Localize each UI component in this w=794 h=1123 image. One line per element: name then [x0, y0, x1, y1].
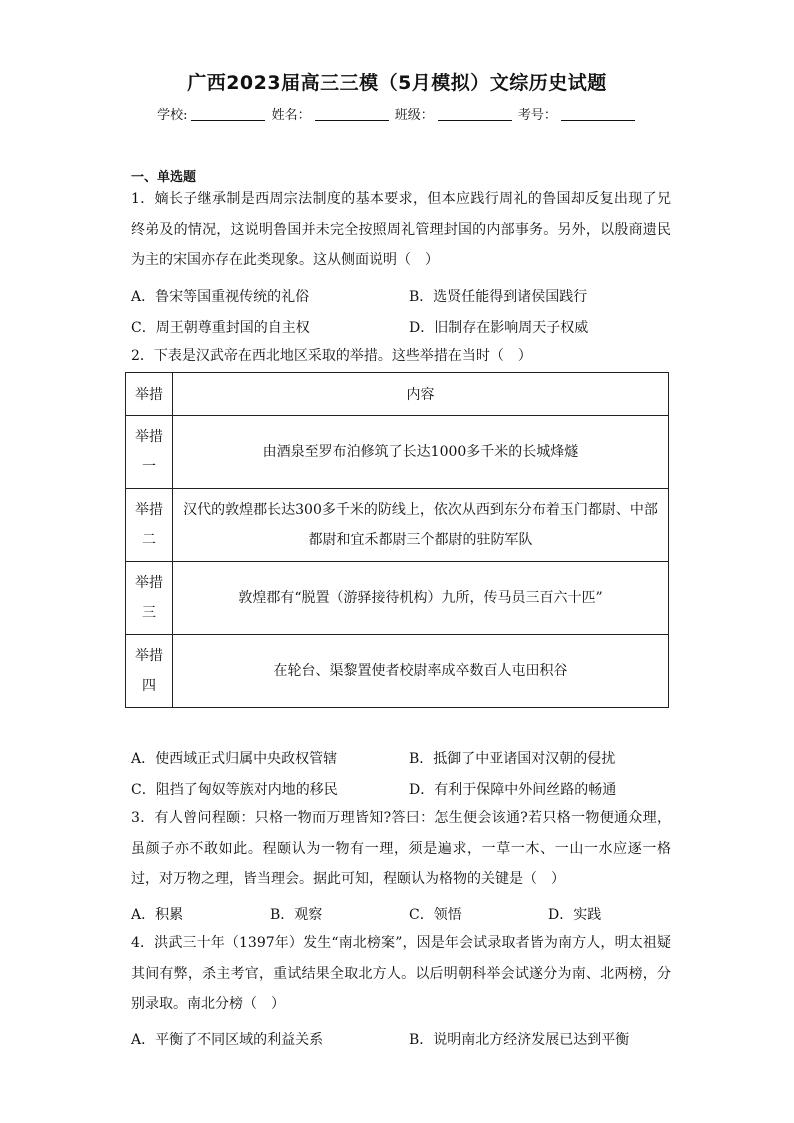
question-3-stem: 3．有人曾问程颐：只格一物而万理皆知?答曰：怎生便会该通?若只格一物便通众理，虽颜子亦不敢如此。程颐认为一物有一理，须是遍求，一草一木、一山一水应逐一格过，对万物之理，皆当理会。据此可知，程颐认为格物的关键是（ ）: [131, 810, 671, 887]
question-1-stem: 1．嫡长子继承制是西周宗法制度的基本要求，但本应践行周礼的鲁国却反复出现了兄终弟及的情况，这说明鲁国并未完全按照周礼管理封国的内部事务。另外，以殷商遗民为主的宋国亦存在此类现象。这从侧面说明（ ）: [131, 191, 671, 268]
table-row: [126, 635, 669, 708]
q2-option-d[interactable]: D．有利于保障中外间丝路的畅通: [409, 782, 617, 798]
question-4-stem: 4．洪武三十年（1397年）发生“南北榜案”，因是年会试录取者皆为南方人，明太祖疑其间有弊，杀主考官，重试结果全取北方人。以后明朝科举会试遂分为南、北两榜，分别录取。南北分榜（ ）: [131, 935, 671, 1012]
name-blank[interactable]: [315, 107, 389, 121]
q2-option-b[interactable]: B．抵御了中亚诸国对汉朝的侵扰: [409, 751, 616, 767]
school-label: 学校:: [157, 108, 188, 123]
table-header-measure: 举措: [126, 373, 173, 416]
q3-option-c[interactable]: C．领悟: [409, 907, 462, 923]
q1-option-d[interactable]: D．旧制存在影响周天子权威: [409, 320, 589, 336]
number-label: 考号：: [517, 108, 557, 123]
section-heading: 一、单选题: [131, 170, 197, 185]
row-label-top: 举措: [135, 575, 163, 591]
row-label-top: 举措: [135, 502, 163, 518]
row-label: [126, 416, 173, 489]
q1-option-a[interactable]: A．鲁宋等国重视传统的礼俗: [131, 289, 310, 305]
row-label-bottom: 四: [142, 678, 156, 694]
table-row: [126, 562, 669, 635]
row-label-bottom: 二: [142, 532, 156, 548]
table-header-content: 内容: [173, 373, 669, 416]
q3-option-b[interactable]: B．观察: [270, 907, 323, 923]
number-blank[interactable]: [561, 107, 635, 121]
q2-option-a[interactable]: A．使西域正式归属中央政权管辖: [131, 751, 338, 767]
table-row: [126, 416, 669, 489]
page-title: 广西2023届高三三模（5月模拟）文综历史试题: [187, 72, 607, 94]
question-2-stem: 2．下表是汉武帝在西北地区采取的举措。这些举措在当时（ ）: [131, 348, 532, 364]
q3-option-a[interactable]: A．积累: [131, 907, 184, 923]
row-content: 由酒泉至罗布泊修筑了长达1000多千米的长城烽燧: [173, 416, 669, 489]
row-label: [126, 562, 173, 635]
table-header-row: [126, 373, 669, 416]
row-label-bottom: 三: [142, 605, 156, 621]
student-info: [0, 104, 794, 123]
row-label-bottom: 一: [142, 459, 156, 475]
table-row: [126, 489, 669, 562]
class-label: 班级：: [394, 108, 434, 123]
q1-option-b[interactable]: B．选贤任能得到诸侯国践行: [409, 289, 588, 305]
class-blank[interactable]: [438, 107, 512, 121]
row-label-top: 举措: [135, 429, 163, 445]
measures-table: [125, 372, 669, 708]
row-content: 在轮台、渠黎置使者校尉率成卒数百人屯田积谷: [173, 635, 669, 708]
q4-option-a[interactable]: A．平衡了不同区域的利益关系: [131, 1032, 324, 1048]
row-label-top: 举措: [135, 648, 163, 664]
school-blank[interactable]: [191, 107, 265, 121]
q3-option-d[interactable]: D．实践: [548, 907, 602, 923]
row-label: [126, 635, 173, 708]
q1-option-c[interactable]: C．周王朝尊重封国的自主权: [131, 320, 310, 336]
name-label: 姓名：: [271, 108, 311, 123]
row-content: 敦煌郡有“脱置（游驿接待机构）九所，传马员三百六十匹”: [173, 562, 669, 635]
row-label: [126, 489, 173, 562]
q4-option-b[interactable]: B．说明南北方经济发展已达到平衡: [409, 1032, 630, 1048]
row-content: 汉代的敦煌郡长达300多千米的防线上，依次从西到东分布着玉门都尉、中部都尉和宜禾都尉三个都尉的驻防军队: [173, 489, 669, 562]
q2-option-c[interactable]: C．阻挡了匈奴等族对内地的移民: [131, 782, 338, 798]
